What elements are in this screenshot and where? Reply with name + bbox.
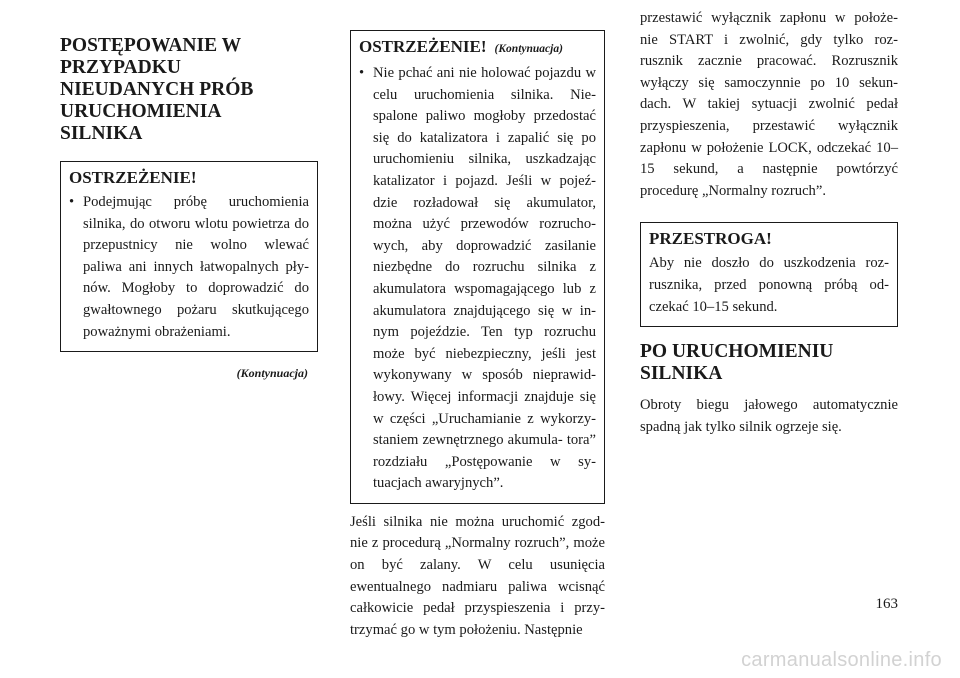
warning-title-continued xyxy=(359,37,596,59)
warning-bullet-text: Podejmując próbę uruchomienia silnika, do otworu wlotu powietrza do przepustnicy nie wolno wlewać paliwa ani innych łatwopalnych pły- nów. Mogłoby to doprowadzić do gwałtownego pożaru skutkującego poważnymi obrażeniami. xyxy=(83,194,309,340)
continued-tag: (Kontynuacja) xyxy=(494,43,563,55)
caution-box xyxy=(640,222,898,327)
right-column xyxy=(640,8,898,438)
watermark: carmanualsonline.info xyxy=(741,649,942,671)
middle-column xyxy=(350,30,605,641)
warning-box-continued xyxy=(350,30,605,504)
left-column xyxy=(60,30,318,381)
bullet-icon: • xyxy=(359,65,365,81)
procedure-paragraph: przestawić wyłącznik zapłonu w położe- nie START i zwolnić, gdy tylko roz- rusznik zacznie pracować. Rozrusznik wyłączy się samoczynnie po 10 sekun- dach. W takiej sytuacji zwolnić pedał przyspieszenia, przestawić wyłącznik zapłonu w położenie LOCK, odczekać 10–15 sekund, a następnie powtórzyć procedurę „Normalny rozruch”. xyxy=(640,10,898,199)
idle-speed-paragraph: Obroty biegu jałowego automatycznie spadną jak tylko silnik ogrzeje się. xyxy=(640,397,898,435)
warning-title-text: OSTRZEŻENIE! xyxy=(359,37,487,56)
warning-bullet xyxy=(69,192,309,343)
warning-title: OSTRZEŻENIE! xyxy=(69,168,197,187)
warning-box xyxy=(60,161,318,352)
section-heading-after-start: PO URUCHOMIENIU SILNIKA xyxy=(640,341,834,385)
flooded-engine-paragraph: Jeśli silnika nie można uruchomić zgod- nie z procedurą „Normalny rozruch”, może on być zalany. W celu usunięcia ewentualnego nadmiaru paliwa wcisnąć całkowicie pedał przyspieszenia i przy- trzymać go w tym położeniu. Następnie xyxy=(350,513,605,638)
warning-bullet xyxy=(359,63,596,495)
bullet-icon: • xyxy=(69,194,75,210)
warning-bullet-text: Nie pchać ani nie holować pojazdu w celu uruchomienia silnika. Nie- spalone paliwo mogłoby przedostać się do katalizatora i zapalić się po uruchomieniu silnika, uszkadzając katalizator i pojazd. Jeśli w pojeź- dzie rozładował się akumulator, można użyć przewodów rozrucho- wych, aby doprowadzić zasilanie niezbędne do rozruchu silnika z akumulatora wspomagającego lub z akumulatora znajdującego się w in- nym pojeździe. Ten typ rozruchu może być niebezpieczny, jeśli jest wykonywany w sposób nieprawid- łowy. Więcej informacji znajduje się w części „Uruchamianie z wykorzy- staniem zewnętrznego akumula- tora” rozdziału „Postępowanie w sy- tuacjach awaryjnych”. xyxy=(373,65,596,492)
continued-label: (Kontynuacja) xyxy=(236,366,308,381)
caution-title: PRZESTROGA! xyxy=(649,229,772,249)
caution-text: Aby nie doszło do uszkodzenia roz- rusznika, przed ponowną próbą od- czekać 10–15 sekund. xyxy=(649,255,889,315)
section-heading-failed-start: POSTĘPOWANIE W PRZYPADKU NIEUDANYCH PRÓB URUCHOMIENIA SILNIKA xyxy=(60,35,254,144)
page-number: 163 xyxy=(875,596,898,612)
